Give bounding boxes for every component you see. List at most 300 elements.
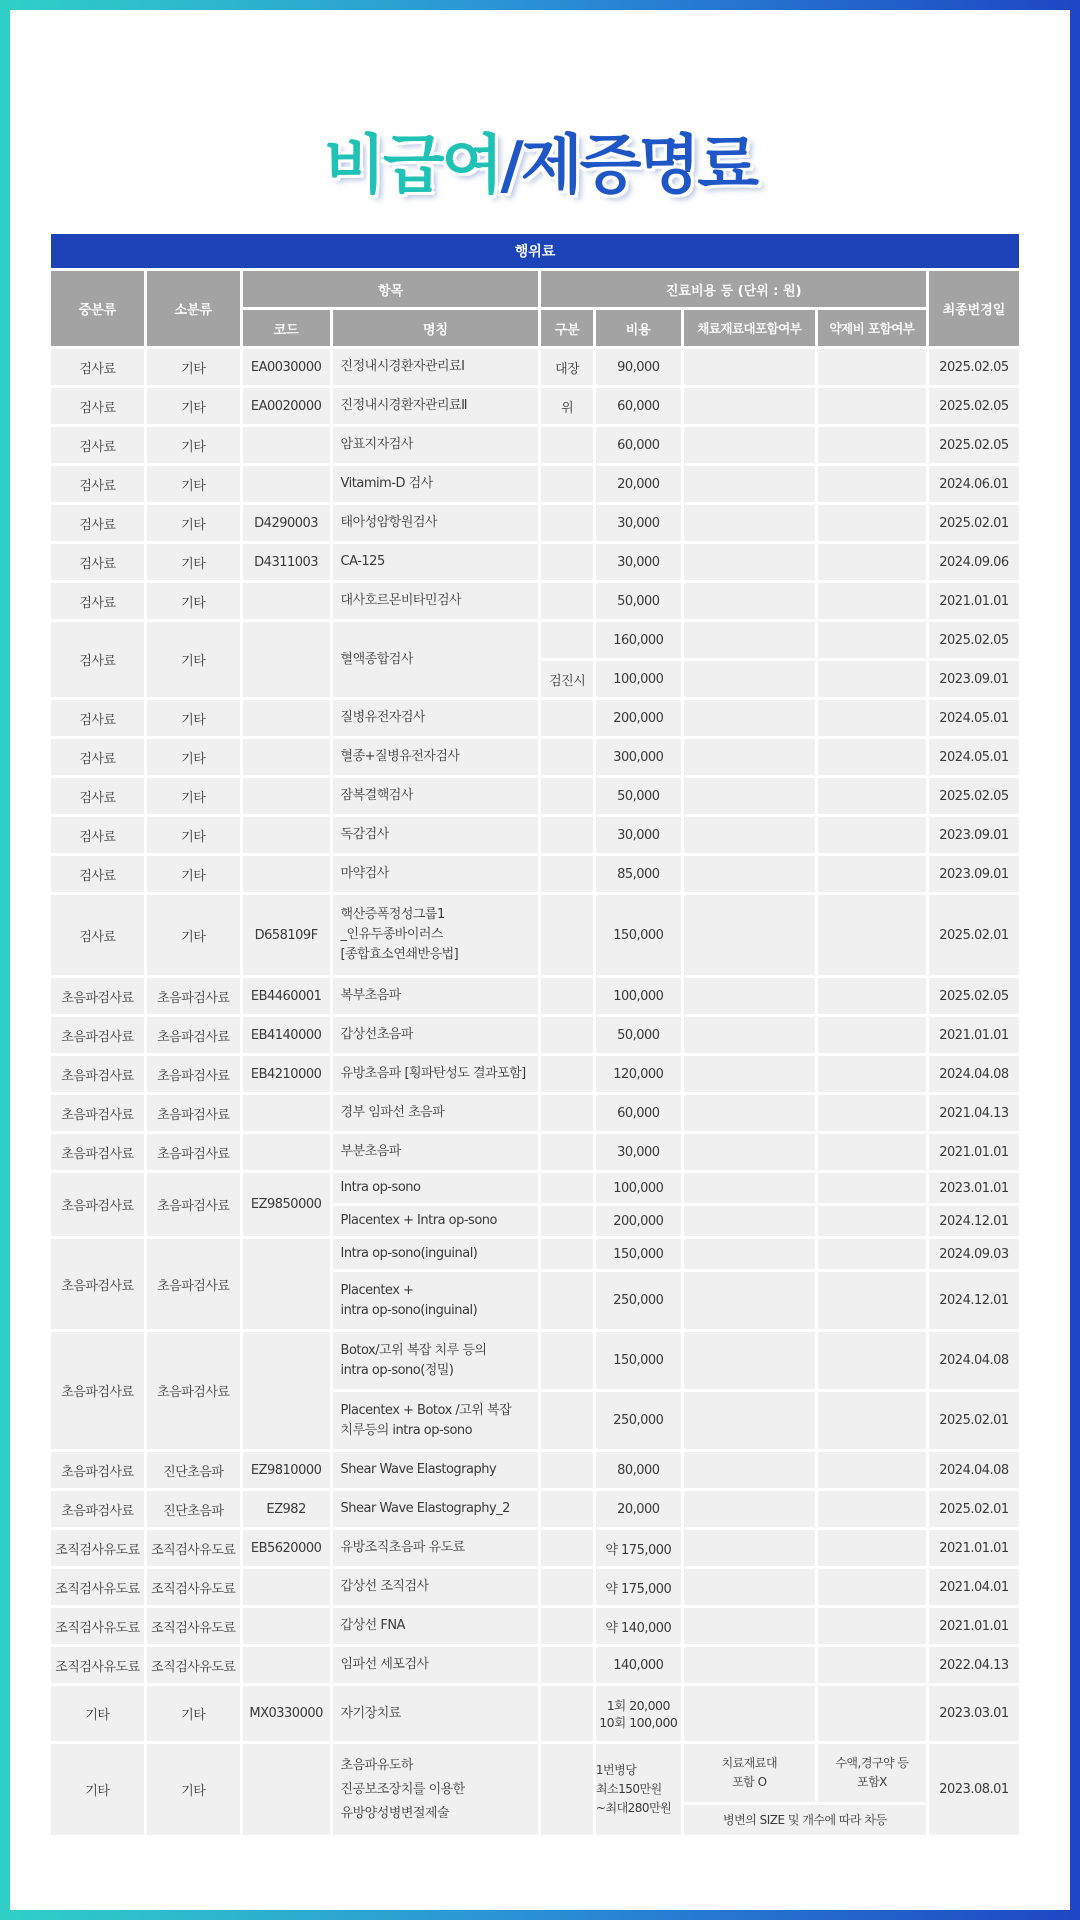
cell-drug	[818, 583, 926, 619]
cell-mid-category: 초음파검사료	[51, 1491, 144, 1527]
cell-date: 2025.02.01	[929, 505, 1019, 541]
cell-cost: 20,000	[596, 1491, 681, 1527]
cell-code: D4311003	[243, 544, 330, 580]
cell-code	[243, 1608, 330, 1644]
header-item: 항목	[243, 271, 539, 307]
cell-sub-category: 진단초음파	[147, 1452, 240, 1488]
cell-name: 부분초음파	[333, 1134, 539, 1170]
cell-material	[684, 1647, 815, 1683]
cell-material	[684, 622, 815, 658]
cell-type	[541, 778, 592, 814]
cell-name: Intra op-sono	[333, 1173, 539, 1203]
cell-date: 2021.01.01	[929, 1017, 1019, 1053]
table-row	[51, 856, 1019, 892]
cell-mid-category: 조직검사유도료	[51, 1647, 144, 1683]
cell-drug	[818, 544, 926, 580]
cell-mid-category: 기타	[51, 1744, 144, 1835]
cell-mid-category: 초음파검사료	[51, 1332, 144, 1449]
cell-name: 독감검사	[333, 817, 539, 853]
cell-material	[684, 1173, 815, 1203]
table-row	[51, 1017, 1019, 1053]
cell-cost: 150,000	[596, 895, 681, 975]
cell-sub-category: 초음파검사료	[147, 1332, 240, 1449]
cell-date: 2024.05.01	[929, 739, 1019, 775]
cell-type	[541, 466, 592, 502]
cell-drug	[818, 1272, 926, 1329]
cell-material	[684, 1491, 815, 1527]
cell-drug	[818, 388, 926, 424]
cell-material	[684, 1608, 815, 1644]
table-row	[51, 466, 1019, 502]
cell-cost: 50,000	[596, 583, 681, 619]
cell-date: 2021.01.01	[929, 583, 1019, 619]
cell-sub-category: 초음파검사료	[147, 1095, 240, 1131]
cell-line: [종합효소연쇄반응법]	[340, 947, 459, 962]
cell-material	[684, 505, 815, 541]
table-row	[51, 778, 1019, 814]
cell-type	[541, 817, 592, 853]
cell-line: 진공보조장치를 이용한	[340, 1781, 465, 1797]
cell-note: 병변의 SIZE 및 개수에 따라 차등	[684, 1805, 926, 1835]
cell-cost	[596, 1744, 681, 1835]
cell-material	[684, 1134, 815, 1170]
cell-material	[684, 739, 815, 775]
cell-drug	[818, 739, 926, 775]
cell-name: 임파선 세포검사	[333, 1647, 539, 1683]
table-row	[51, 427, 1019, 463]
table-row	[51, 1332, 1019, 1389]
table-row	[51, 1239, 1019, 1269]
cell-code	[243, 1744, 330, 1835]
cell-mid-category: 초음파검사료	[51, 978, 144, 1014]
cell-name	[333, 1272, 539, 1329]
cell-code	[243, 466, 330, 502]
cell-type	[541, 1686, 592, 1741]
cell-type	[541, 1332, 592, 1389]
cell-material	[684, 1272, 815, 1329]
header-sub-category: 소분류	[147, 271, 240, 346]
cell-line: 1회 20,000	[606, 1697, 670, 1713]
cell-name: 갑상선 조직검사	[333, 1569, 539, 1605]
cell-date: 2023.03.01	[929, 1686, 1019, 1741]
cell-name: 갑상선초음파	[333, 1017, 539, 1053]
cell-material	[684, 895, 815, 975]
cell-sub-category: 기타	[147, 856, 240, 892]
cell-type	[541, 1530, 592, 1566]
cell-cost: 30,000	[596, 817, 681, 853]
cell-code: EB4140000	[243, 1017, 330, 1053]
cell-code: D4290003	[243, 505, 330, 541]
cell-line: 1번병당	[595, 1763, 637, 1777]
cell-drug	[818, 1239, 926, 1269]
cell-name: 진정내시경환자관리료Ⅱ	[333, 388, 539, 424]
cell-type	[541, 1744, 592, 1835]
cell-material	[684, 1017, 815, 1053]
cell-line: Placentex + Botox /고위 복잡	[340, 1402, 512, 1418]
table-row	[51, 1173, 1019, 1203]
cell-name: 경부 임파선 초음파	[333, 1095, 539, 1131]
cell-line: 포함 O	[732, 1775, 767, 1789]
cell-drug	[818, 1686, 926, 1741]
cell-cost: 30,000	[596, 505, 681, 541]
cell-material	[684, 778, 815, 814]
cell-sub-category: 초음파검사료	[147, 978, 240, 1014]
cell-mid-category: 검사료	[51, 739, 144, 775]
header-type: 구분	[541, 310, 592, 346]
cell-cost: 100,000	[596, 978, 681, 1014]
title-part-2: /제증명료	[500, 129, 757, 203]
cell-mid-category: 검사료	[51, 817, 144, 853]
cell-cost: 100,000	[596, 1173, 681, 1203]
cell-type	[541, 1206, 592, 1236]
cell-code: EA0020000	[243, 388, 330, 424]
cell-material	[684, 1530, 815, 1566]
cell-sub-category: 초음파검사료	[147, 1056, 240, 1092]
cell-mid-category: 조직검사유도료	[51, 1608, 144, 1644]
cell-type	[541, 622, 592, 658]
cell-material	[684, 466, 815, 502]
cell-name: 유방조직초음파 유도료	[333, 1530, 539, 1566]
cell-code	[243, 1134, 330, 1170]
table-row	[51, 1686, 1019, 1741]
cell-drug	[818, 622, 926, 658]
cell-date: 2023.08.01	[929, 1744, 1019, 1835]
cell-line: Botox/고위 복잡 치루 등의	[340, 1342, 487, 1358]
cell-code	[243, 778, 330, 814]
cell-type	[541, 1272, 592, 1329]
cell-drug	[818, 1647, 926, 1683]
cell-mid-category: 초음파검사료	[51, 1095, 144, 1131]
table-row	[51, 1095, 1019, 1131]
cell-drug	[818, 349, 926, 385]
cell-type	[541, 1134, 592, 1170]
cell-cost: 60,000	[596, 427, 681, 463]
cell-mid-category: 조직검사유도료	[51, 1530, 144, 1566]
fee-table-body	[51, 349, 1019, 1835]
cell-date: 2024.12.01	[929, 1206, 1019, 1236]
cell-cost: 약 175,000	[596, 1530, 681, 1566]
cell-type: 검진시	[541, 661, 592, 697]
cell-cost: 85,000	[596, 856, 681, 892]
cell-type	[541, 1647, 592, 1683]
cell-name: Placentex + Intra op-sono	[333, 1206, 539, 1236]
cell-code: EB4460001	[243, 978, 330, 1014]
cell-name: 복부초음파	[333, 978, 539, 1014]
cell-drug	[818, 1017, 926, 1053]
cell-material	[684, 1392, 815, 1449]
table-row	[51, 1647, 1019, 1683]
cell-cost: 90,000	[596, 349, 681, 385]
cell-line: intra op-sono(inguinal)	[340, 1302, 478, 1318]
cell-date: 2021.04.13	[929, 1095, 1019, 1131]
cell-type: 대장	[541, 349, 592, 385]
cell-date: 2023.01.01	[929, 1173, 1019, 1203]
cell-code	[243, 1569, 330, 1605]
cell-sub-category: 조직검사유도료	[147, 1608, 240, 1644]
cell-material	[684, 700, 815, 736]
cell-drug	[818, 1134, 926, 1170]
cell-name: CA-125	[333, 544, 539, 580]
cell-date: 2025.02.05	[929, 778, 1019, 814]
cell-type	[541, 1017, 592, 1053]
cell-sub-category: 기타	[147, 466, 240, 502]
cell-line: 최소150만원	[595, 1782, 662, 1796]
cell-material	[684, 1095, 815, 1131]
cell-mid-category: 검사료	[51, 427, 144, 463]
cell-type	[541, 1056, 592, 1092]
cell-date: 2023.09.01	[929, 661, 1019, 697]
cell-name: 진정내시경환자관리료Ⅰ	[333, 349, 539, 385]
cell-drug	[818, 895, 926, 975]
cell-code	[243, 856, 330, 892]
cell-line: 치루등의 intra op-sono	[340, 1422, 473, 1438]
cell-type	[541, 700, 592, 736]
cell-cost: 약 140,000	[596, 1608, 681, 1644]
cell-sub-category: 기타	[147, 388, 240, 424]
table-row	[51, 544, 1019, 580]
cell-drug	[818, 700, 926, 736]
cell-date: 2024.04.08	[929, 1452, 1019, 1488]
cell-code: D658109F	[243, 895, 330, 975]
cell-sub-category: 조직검사유도료	[147, 1530, 240, 1566]
cell-date: 2024.12.01	[929, 1272, 1019, 1329]
cell-type	[541, 1392, 592, 1449]
cell-date: 2024.04.08	[929, 1332, 1019, 1389]
cell-date: 2025.02.05	[929, 388, 1019, 424]
cell-cost	[596, 1686, 681, 1741]
cell-sub-category: 초음파검사료	[147, 1173, 240, 1236]
cell-name: 암표지자검사	[333, 427, 539, 463]
table-row	[51, 388, 1019, 424]
cell-name: 유방초음파 [횡파탄성도 결과포함]	[333, 1056, 539, 1092]
cell-type	[541, 1452, 592, 1488]
cell-mid-category: 검사료	[51, 895, 144, 975]
header-drug-included: 약제비 포함여부	[818, 310, 926, 346]
cell-mid-category: 초음파검사료	[51, 1173, 144, 1236]
cell-material	[684, 1744, 815, 1802]
cell-line: 수액,경구약 등	[835, 1756, 909, 1770]
cell-material	[684, 1206, 815, 1236]
cell-mid-category: 검사료	[51, 505, 144, 541]
cell-drug	[818, 1491, 926, 1527]
cell-cost: 120,000	[596, 1056, 681, 1092]
cell-line: 유방양성병변절제술	[340, 1805, 450, 1821]
cell-cost: 250,000	[596, 1392, 681, 1449]
cell-material	[684, 817, 815, 853]
cell-type	[541, 505, 592, 541]
cell-line: ~최대280만원	[595, 1801, 672, 1815]
cell-code	[243, 622, 330, 697]
table-row	[51, 895, 1019, 975]
cell-code	[243, 700, 330, 736]
cell-code: EZ982	[243, 1491, 330, 1527]
cell-name: 자기장치료	[333, 1686, 539, 1741]
cell-code: EB5620000	[243, 1530, 330, 1566]
cell-sub-category: 초음파검사료	[147, 1134, 240, 1170]
cell-drug	[818, 778, 926, 814]
cell-sub-category: 기타	[147, 1686, 240, 1741]
cell-cost: 150,000	[596, 1332, 681, 1389]
cell-sub-category: 기타	[147, 778, 240, 814]
cell-cost: 30,000	[596, 1134, 681, 1170]
cell-drug	[818, 505, 926, 541]
cell-sub-category: 기타	[147, 817, 240, 853]
cell-material	[684, 1686, 815, 1741]
cell-name: 질병유전자검사	[333, 700, 539, 736]
cell-cost: 140,000	[596, 1647, 681, 1683]
cell-type	[541, 1173, 592, 1203]
cell-code	[243, 1332, 330, 1449]
cell-material	[684, 1332, 815, 1389]
cell-material	[684, 1056, 815, 1092]
cell-name: 태아성암항원검사	[333, 505, 539, 541]
cell-code	[243, 1647, 330, 1683]
cell-name: 혈액종합검사	[333, 622, 539, 697]
cell-mid-category: 검사료	[51, 388, 144, 424]
cell-line: 초음파유도하	[340, 1757, 413, 1773]
cell-sub-category: 초음파검사료	[147, 1017, 240, 1053]
cell-cost: 60,000	[596, 1095, 681, 1131]
table-row	[51, 505, 1019, 541]
cell-material	[684, 583, 815, 619]
cell-name: 혈종+질병유전자검사	[333, 739, 539, 775]
cell-mid-category: 조직검사유도료	[51, 1569, 144, 1605]
cell-mid-category: 검사료	[51, 856, 144, 892]
fee-table	[48, 231, 1022, 1838]
cell-material	[684, 1569, 815, 1605]
cell-cost: 200,000	[596, 1206, 681, 1236]
cell-cost: 150,000	[596, 1239, 681, 1269]
cell-date: 2023.09.01	[929, 817, 1019, 853]
cell-drug	[818, 1392, 926, 1449]
cell-name: Vitamim-D 검사	[333, 466, 539, 502]
cell-sub-category: 기타	[147, 622, 240, 697]
cell-material	[684, 544, 815, 580]
cell-mid-category: 초음파검사료	[51, 1017, 144, 1053]
cell-code	[243, 1095, 330, 1131]
cell-mid-category: 기타	[51, 1686, 144, 1741]
cell-code	[243, 583, 330, 619]
cell-date: 2022.04.13	[929, 1647, 1019, 1683]
cell-cost: 20,000	[596, 466, 681, 502]
cell-type	[541, 1239, 592, 1269]
cell-drug	[818, 1206, 926, 1236]
header-mid-category: 중분류	[51, 271, 144, 346]
title-part-1: 비급여	[323, 129, 501, 203]
cell-sub-category: 진단초음파	[147, 1491, 240, 1527]
cell-mid-category: 초음파검사료	[51, 1056, 144, 1092]
table-row	[51, 978, 1019, 1014]
cell-drug	[818, 978, 926, 1014]
table-row	[51, 1608, 1019, 1644]
cell-line: _인유두종바이러스	[340, 927, 443, 942]
cell-date: 2025.02.01	[929, 1491, 1019, 1527]
cell-sub-category: 초음파검사료	[147, 1239, 240, 1329]
cell-material	[684, 1452, 815, 1488]
cell-cost: 50,000	[596, 778, 681, 814]
header-last-changed: 최종변경일	[929, 271, 1019, 346]
cell-drug	[818, 1095, 926, 1131]
cell-cost: 200,000	[596, 700, 681, 736]
table-row	[51, 817, 1019, 853]
cell-line: 치료재료대	[721, 1756, 778, 1770]
cell-cost: 100,000	[596, 661, 681, 697]
cell-drug	[818, 661, 926, 697]
cell-cost: 80,000	[596, 1452, 681, 1488]
cell-cost: 250,000	[596, 1272, 681, 1329]
cell-mid-category: 검사료	[51, 349, 144, 385]
table-row	[51, 622, 1019, 658]
cell-drug	[818, 1744, 926, 1802]
table-row	[51, 1569, 1019, 1605]
section-header: 행위료	[51, 234, 1019, 268]
cell-material	[684, 978, 815, 1014]
cell-mid-category: 검사료	[51, 544, 144, 580]
cell-sub-category: 기타	[147, 895, 240, 975]
cell-material	[684, 661, 815, 697]
cell-mid-category: 검사료	[51, 700, 144, 736]
cell-mid-category: 검사료	[51, 466, 144, 502]
cell-cost: 300,000	[596, 739, 681, 775]
cell-line: Placentex +	[340, 1282, 414, 1298]
cell-drug	[818, 466, 926, 502]
cell-name: 잠복결핵검사	[333, 778, 539, 814]
cell-sub-category: 기타	[147, 1744, 240, 1835]
page-title	[10, 114, 1070, 206]
cell-date: 2021.01.01	[929, 1134, 1019, 1170]
table-row	[51, 1491, 1019, 1527]
cell-sub-category: 기타	[147, 700, 240, 736]
cell-drug	[818, 817, 926, 853]
cell-sub-category: 기타	[147, 583, 240, 619]
header-material-included: 채료재료대포함여부	[684, 310, 815, 346]
cell-date: 2023.09.01	[929, 856, 1019, 892]
cell-date: 2024.09.03	[929, 1239, 1019, 1269]
cell-name	[333, 1332, 539, 1389]
cell-sub-category: 기타	[147, 544, 240, 580]
cell-line: 포함X	[856, 1775, 887, 1789]
cell-drug	[818, 1332, 926, 1389]
cell-code	[243, 739, 330, 775]
cell-date: 2025.02.01	[929, 895, 1019, 975]
cell-sub-category: 조직검사유도료	[147, 1569, 240, 1605]
cell-name: 마약검사	[333, 856, 539, 892]
table-row	[51, 700, 1019, 736]
cell-type	[541, 544, 592, 580]
cell-line: intra op-sono(정밀)	[340, 1362, 454, 1378]
cell-code: EB4210000	[243, 1056, 330, 1092]
cell-name	[333, 1744, 539, 1835]
table-row	[51, 1530, 1019, 1566]
cell-date: 2025.02.05	[929, 978, 1019, 1014]
table-row	[51, 349, 1019, 385]
cell-drug	[818, 1569, 926, 1605]
cell-cost: 60,000	[596, 388, 681, 424]
table-row	[51, 1134, 1019, 1170]
cell-type	[541, 427, 592, 463]
cell-date: 2024.06.01	[929, 466, 1019, 502]
cell-code	[243, 817, 330, 853]
cell-date: 2025.02.05	[929, 622, 1019, 658]
cell-name: Shear Wave Elastography	[333, 1452, 539, 1488]
cell-date: 2025.02.05	[929, 349, 1019, 385]
cell-name	[333, 895, 539, 975]
cell-sub-category: 기타	[147, 349, 240, 385]
cell-material	[684, 427, 815, 463]
cell-name: Shear Wave Elastography_2	[333, 1491, 539, 1527]
cell-date: 2021.04.01	[929, 1569, 1019, 1605]
cell-name: 대사호르몬비타민검사	[333, 583, 539, 619]
